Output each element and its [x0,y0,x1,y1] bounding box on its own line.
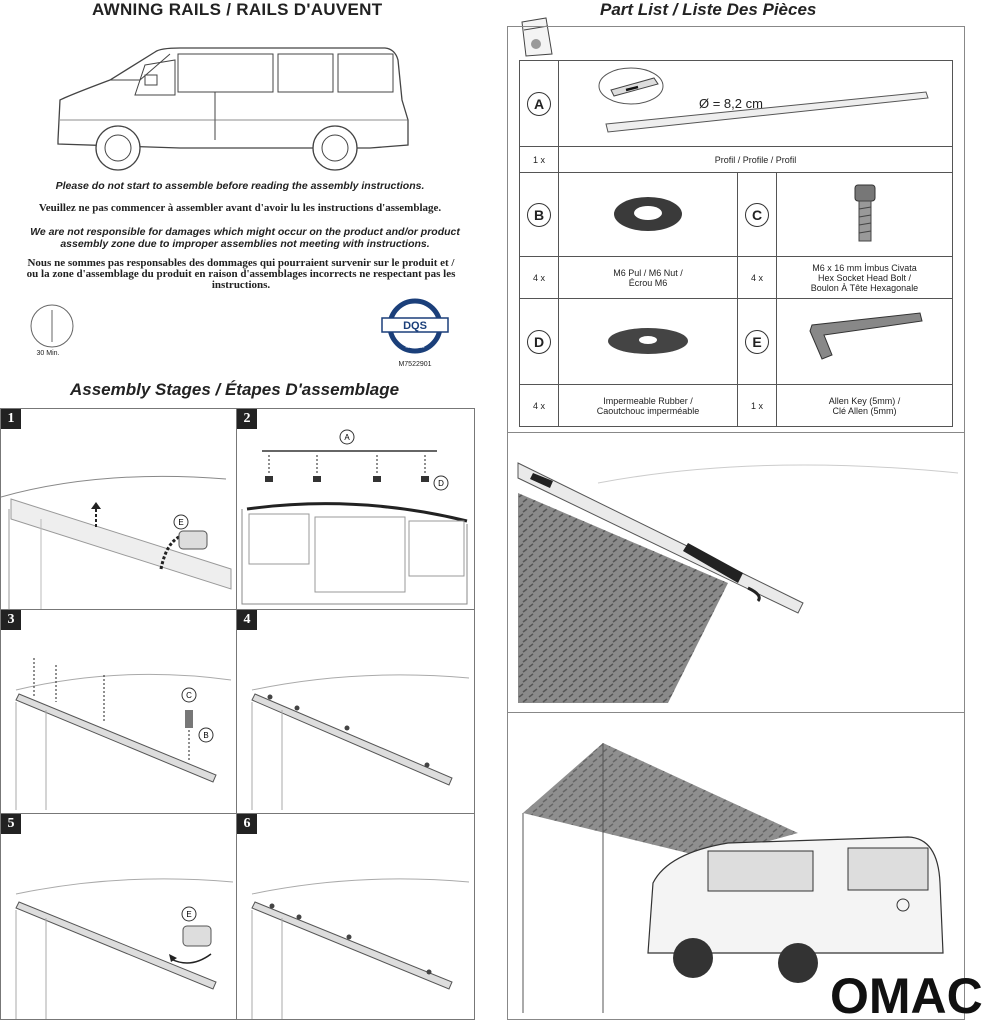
step-number: 2 [237,409,257,429]
step-number: 4 [237,610,257,630]
part-letter-b: B [527,203,551,227]
clock-icon [28,302,76,350]
part-desc-b-line1: M6 Pul / M6 Nut / [613,267,683,278]
step-number: 3 [1,610,21,630]
assembly-step-3 [0,609,237,814]
page-title: AWNING RAILS / RAILS D'AUVENT [92,0,383,19]
assembly-step-5 [0,813,237,1020]
step-2-illustration [237,409,474,609]
note-english-2: We are not responsible for damages which might occur on the product and/or product assembly zone due to improper assemblies not meeting with instructions. [30,226,460,250]
assembly-step-6 [236,813,475,1020]
part-desc-e [777,385,953,427]
step-1-illustration [1,409,236,609]
part-desc-b-line2: Écrou M6 [628,277,668,288]
step-number: 1 [1,409,21,429]
part-qty-e: 1 x [738,385,777,427]
hex-bolt-illustration [845,179,885,249]
part-desc-c [777,257,953,299]
allen-key-illustration [800,311,930,371]
step-5-label-e: E [186,910,192,919]
part-qty-b: 4 x [520,257,559,299]
part-desc-d-line2: Caoutchouc imperméable [596,405,700,416]
part-desc-e-line2: Clé Allen (5mm) [832,405,897,416]
part-letter-c: C [745,203,769,227]
part-desc-c-line3: Boulon À Tête Hexagonale [810,282,919,293]
clock-label: 30 Min. [36,350,60,357]
certification-seal [380,298,450,360]
nut-washer-illustration [608,189,688,239]
part-letter-d: D [527,330,551,354]
step-number: 6 [237,814,257,834]
part-desc-a: Profil / Profile / Profil [559,147,953,173]
assembly-title: Assembly Stages / Étapes D'assemblage [70,380,400,399]
van-side-illustration [50,40,412,175]
rubber-washer-illustration [603,321,693,361]
step-3-label-b: B [203,731,209,740]
note-french-2: Nous ne sommes pas responsables des dommages qui pourraient survenir sur le produit et / ou la zone d'assemblage du produit en raison d'assemblages incorrects ne respectant pas les instructions. [26,257,456,291]
part-qty-a: 1 x [520,147,559,173]
svg-text:DQS: DQS [403,320,427,332]
certification-code: M7522901 [398,361,432,368]
part-desc-e-line1: Allen Key (5mm) / [828,395,901,406]
part-letter-a: A [527,92,551,116]
parts-table [519,60,953,427]
step-2-label-d: D [438,479,444,488]
part-letter-e: E [745,330,769,354]
step-5-illustration [1,814,236,1019]
step-6-illustration [237,814,474,1019]
part-desc-d [559,385,738,427]
part-qty-d: 4 x [520,385,559,427]
assembly-step-2 [236,408,475,610]
part-desc-b [559,257,738,299]
parts-list-title: Part List / Liste Des Pièces [600,0,817,19]
step-1-label-e: E [178,518,184,527]
assembly-step-4 [236,609,475,814]
part-qty-c: 4 x [738,257,777,299]
step-4-illustration [237,610,474,813]
note-french-1: Veuillez ne pas commencer à assembler avant d'avoir lu les instructions d'assemblage. [38,202,442,214]
step-3-label-c: C [186,691,192,700]
profile-diameter-label: Ø = 8,2 cm [699,96,763,111]
part-desc-c-line2: Hex Socket Head Bolt / [817,272,912,283]
step-number: 5 [1,814,21,834]
step-3-illustration [1,610,236,813]
part-desc-c-line1: M6 x 16 mm İmbus Civata [812,262,917,273]
omac-logo [830,968,990,1020]
svg-text:ISO 10002: ISO 10002 [405,344,425,349]
step-2-label-a: A [344,433,350,442]
assembly-step-1 [0,408,237,610]
brand-text: OMAC [830,968,983,1020]
part-desc-d-line1: Impermeable Rubber / [603,395,693,406]
note-english-1: Please do not start to assemble before reading the assembly instructions. [55,180,425,192]
awning-rail-closeup [507,432,965,714]
